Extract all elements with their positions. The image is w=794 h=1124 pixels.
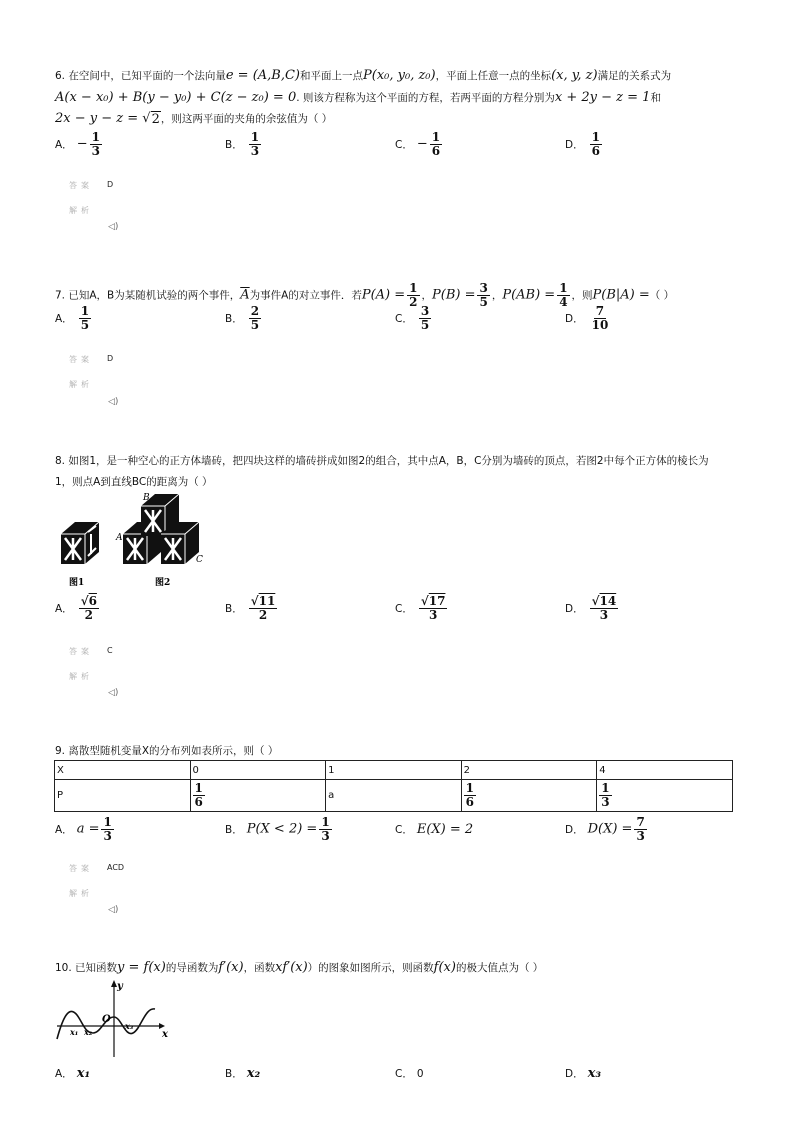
- distribution-table: [54, 760, 733, 812]
- numerator: 2: [250, 304, 260, 318]
- fraction: [419, 595, 448, 622]
- q10-text: 10. 已知函数: [55, 962, 118, 974]
- option-label: B．: [225, 312, 243, 325]
- q6-text: ，平面上任意一点的坐标: [435, 70, 552, 82]
- numerator: √11: [250, 594, 276, 608]
- q7-option-b[interactable]: [225, 305, 263, 332]
- table-cell: P: [55, 780, 191, 812]
- q10-f2: f′(x): [218, 960, 244, 975]
- option-label: A．: [55, 823, 73, 836]
- fraction: [79, 595, 99, 622]
- q10-f1: y = f(x): [117, 960, 166, 975]
- table-row: [55, 780, 733, 812]
- q7-pa: P(A) =: [361, 287, 406, 303]
- q6-normal-vector: e = (A,B,C): [225, 68, 301, 83]
- q6-eq2: 2x − y − z =: [55, 111, 143, 126]
- denominator: 6: [591, 144, 600, 158]
- numerator: 3: [479, 281, 488, 295]
- q8-option-c[interactable]: [395, 595, 449, 622]
- option-label: D．: [565, 823, 584, 836]
- option-label: D．: [565, 602, 584, 615]
- denominator: 5: [80, 318, 90, 332]
- table-cell: 0: [190, 761, 326, 780]
- option-expr: P(X < 2) =: [246, 821, 318, 837]
- denominator: 2: [409, 295, 418, 309]
- fraction: [464, 782, 476, 809]
- q6-text: 和: [650, 92, 661, 104]
- q10-option-a[interactable]: [55, 1066, 90, 1081]
- q6-line2: [55, 90, 661, 105]
- numerator: 1: [431, 130, 441, 144]
- numerator: √14: [591, 594, 617, 608]
- q10-function-graph: [55, 977, 175, 1059]
- q6-line3: [55, 111, 332, 127]
- fig2-caption: 图2: [155, 578, 171, 588]
- answer-value: C: [107, 646, 113, 655]
- numerator: 1: [80, 304, 90, 318]
- q10-text: 的导函数为: [165, 962, 219, 974]
- numerator: 1: [559, 281, 568, 295]
- q9-option-d[interactable]: [565, 816, 649, 843]
- denominator: 4: [559, 295, 568, 309]
- denominator: 5: [420, 318, 430, 332]
- option-label: C．: [395, 602, 413, 615]
- x1-label: x₁: [70, 1027, 79, 1037]
- cube-fig1: [61, 522, 99, 564]
- denominator: 3: [103, 829, 112, 843]
- fraction: [249, 595, 278, 622]
- q6-option-b[interactable]: [225, 131, 263, 158]
- option-label: C．: [395, 312, 413, 325]
- denominator: 3: [636, 829, 645, 843]
- fraction: [590, 595, 619, 622]
- speaker-icon[interactable]: ◁): [108, 222, 119, 232]
- q6-plane-equation: A(x − x₀) + B(y − y₀) + C(z − z₀) = 0: [55, 90, 297, 105]
- q6-eq1: x + 2y − z = 1: [554, 90, 651, 105]
- denominator: 2: [84, 608, 93, 622]
- table-cell: 4: [597, 761, 733, 780]
- table-cell: [190, 780, 326, 812]
- denominator: 3: [321, 829, 330, 843]
- numerator: 1: [409, 281, 418, 295]
- option-expr: x₂: [246, 1066, 261, 1081]
- answer-label: 答案: [69, 864, 93, 873]
- option-label: B．: [225, 823, 243, 836]
- denominator: 6: [431, 144, 441, 158]
- numerator: 1: [91, 130, 100, 144]
- option-label: A．: [55, 138, 73, 151]
- fraction: [249, 131, 261, 158]
- q6-line1: [55, 68, 671, 83]
- option-expr: x₁: [76, 1066, 91, 1081]
- q6-text: 6. 在空间中，已知平面的一个法向量: [55, 70, 226, 82]
- fraction: [590, 305, 611, 332]
- q10-f3: xf′(x): [275, 960, 308, 975]
- option-label: A．: [55, 312, 73, 325]
- denominator: 2: [258, 608, 268, 622]
- radicand: 6: [88, 594, 97, 608]
- q9-text: 9. 离散型随机变量X的分布列如表所示，则（ ）: [55, 745, 279, 757]
- q6-option-c[interactable]: [395, 131, 444, 158]
- q8-option-a[interactable]: [55, 595, 101, 622]
- radicand: 17: [428, 594, 446, 608]
- fraction: [419, 305, 431, 332]
- option-label: B．: [225, 602, 243, 615]
- q7-pcond: P(B|A) =: [592, 287, 650, 303]
- q10-text: 的极大值点为（ ）: [455, 962, 544, 974]
- analysis-label: 解析: [69, 206, 93, 215]
- q7-text: ，则: [571, 289, 593, 302]
- answer-label: 答案: [69, 647, 93, 656]
- fig1-caption: 图1: [69, 578, 85, 588]
- fraction: [79, 305, 91, 332]
- option-sign: −: [416, 136, 428, 152]
- analysis-label: 解析: [69, 672, 93, 681]
- q6-text: 满足的关系式为: [597, 70, 672, 82]
- q6-point: P(x₀, y₀, z₀): [363, 68, 436, 83]
- q6-text: ，则这两平面的夹角的余弦值为（ ）: [160, 113, 333, 125]
- fraction: [599, 782, 611, 809]
- q6-coord: (x, y, z): [551, 68, 598, 83]
- option-label: C．: [395, 138, 413, 151]
- table-cell: X: [55, 761, 191, 780]
- answer-value: D: [107, 180, 114, 189]
- answer-label: 答案: [69, 181, 93, 190]
- table-cell: 1: [326, 761, 461, 780]
- fraction: [477, 282, 489, 309]
- fraction: [430, 131, 442, 158]
- option-label: D．: [565, 1068, 584, 1080]
- option-label: B．: [225, 138, 243, 151]
- answer-value: ACD: [107, 863, 125, 872]
- q8-line2: 1，则点A到直线BC的距离为（ ）: [55, 476, 213, 488]
- q10-option-b[interactable]: [225, 1066, 260, 1081]
- option-label: D．: [565, 138, 584, 151]
- numerator: √17: [420, 594, 446, 608]
- radicand: 11: [258, 594, 276, 608]
- numerator: 7: [636, 815, 645, 829]
- q7-option-d[interactable]: [565, 305, 612, 332]
- fraction: [101, 816, 113, 843]
- q7-text: 7. 已知A，B为某随机试验的两个事件，: [55, 289, 241, 302]
- q7-pab: P(AB) =: [502, 287, 556, 303]
- numerator: 1: [465, 781, 474, 795]
- q7-text: 为事件A的对立事件．若: [249, 289, 362, 302]
- analysis-label: 解析: [69, 889, 93, 898]
- q10-text: ）的图象如图所示，则函数: [307, 962, 434, 974]
- numerator: 1: [194, 781, 203, 795]
- denominator: 10: [591, 318, 609, 332]
- numerator: 1: [591, 130, 600, 144]
- label-b: B: [143, 493, 150, 503]
- denominator: 3: [601, 795, 610, 809]
- denominator: 3: [428, 608, 438, 622]
- option-label: B．: [225, 1068, 243, 1080]
- denominator: 5: [250, 318, 260, 332]
- fraction: [319, 816, 331, 843]
- denominator: 6: [194, 795, 203, 809]
- q7-option-a[interactable]: [55, 305, 93, 332]
- denominator: 3: [599, 608, 609, 622]
- label-c: C: [196, 555, 203, 565]
- fraction: [590, 131, 602, 158]
- option-label: A．: [55, 602, 73, 615]
- option-label: C．: [395, 1068, 413, 1080]
- x2-label: x₂: [84, 1027, 93, 1037]
- q6-text: 和平面上一点: [300, 70, 364, 82]
- analysis-label: 解析: [69, 380, 93, 389]
- table-row: [55, 761, 733, 780]
- answer-label: 答案: [69, 355, 93, 364]
- table-cell: a: [326, 780, 461, 812]
- radicand: 14: [599, 594, 617, 608]
- table-cell: [461, 780, 597, 812]
- fraction: [634, 816, 646, 843]
- option-label: C．: [395, 824, 413, 836]
- q7-text: （ ）: [649, 289, 675, 302]
- denominator: 3: [250, 144, 260, 158]
- option-expr: a =: [76, 821, 100, 837]
- q6-option-a[interactable]: [55, 131, 104, 158]
- numerator: 7: [595, 304, 605, 318]
- sqrt-symbol: √ 2: [142, 111, 160, 127]
- q6-text: . 则该方程称为这个平面的方程，若两平面的方程分别为: [296, 92, 555, 104]
- denominator: 3: [91, 144, 100, 158]
- numerator: 1: [103, 815, 112, 829]
- q8-option-d[interactable]: [565, 595, 620, 622]
- q10-option-d[interactable]: [565, 1066, 601, 1081]
- option-label: D．: [565, 312, 584, 325]
- option-expr: D(X) =: [587, 821, 633, 837]
- option-label: A．: [55, 1068, 73, 1080]
- numerator: √6: [80, 594, 97, 608]
- q10-option-c[interactable]: [395, 1066, 424, 1081]
- q9-option-a[interactable]: [55, 816, 116, 843]
- denominator: 5: [479, 295, 488, 309]
- numerator: 1: [601, 781, 610, 795]
- q10-text: ，函数: [243, 962, 276, 974]
- fraction: [193, 782, 205, 809]
- speaker-icon[interactable]: ◁): [108, 905, 119, 915]
- denominator: 6: [465, 795, 474, 809]
- table-cell: [597, 780, 733, 812]
- q6-radicand: 2: [151, 112, 160, 127]
- answer-value: D: [107, 354, 114, 363]
- numerator: 1: [321, 815, 330, 829]
- q9-option-c[interactable]: [395, 822, 473, 837]
- q8-cube-figures: [55, 492, 215, 590]
- fraction: [249, 305, 261, 332]
- numerator: 3: [420, 304, 430, 318]
- q7-pb: P(B) =: [432, 287, 476, 303]
- q8-line1: 8. 如图1，是一种空心的正方体墙砖，把四块这样的墙砖拼成如图2的组合，其中点A，B，C分别为墙砖的顶点，若图2中每个正方体的棱长为: [55, 455, 709, 467]
- q6-option-d[interactable]: [565, 131, 604, 158]
- origin-label: O: [102, 1014, 111, 1025]
- label-a: A: [116, 533, 123, 543]
- q7-abar: $\overline{A}$: [240, 287, 250, 303]
- q7-option-c[interactable]: [395, 305, 433, 332]
- numerator: 1: [250, 130, 260, 144]
- option-expr: 0: [416, 1068, 424, 1080]
- q8-option-b[interactable]: [225, 595, 279, 622]
- x-label: x: [162, 1029, 168, 1040]
- option-sign: −: [76, 136, 88, 152]
- option-expr: x₃: [587, 1066, 602, 1081]
- speaker-icon[interactable]: ◁): [108, 688, 119, 698]
- fraction: [90, 131, 102, 158]
- q10-line: [55, 960, 543, 975]
- table-cell: 2: [461, 761, 597, 780]
- q10-f4: f(x): [433, 960, 456, 975]
- q9-option-b[interactable]: [225, 816, 334, 843]
- y-label: y: [117, 981, 123, 992]
- speaker-icon[interactable]: ◁): [108, 397, 119, 407]
- q7-line1: 7. 已知A，B为某随机试验的两个事件，$\overline{A}$为事件A的对立事件．若P(A) = $\frac{1}{2}$ ，P(B) = $\frac{3}{5}$ ，P(AB) = $\frac{1}{4}$ ，则P(B|A) =（ ）: [55, 281, 675, 309]
- x3-label: x₃: [125, 1021, 134, 1031]
- option-expr: E(X) = 2: [416, 822, 474, 837]
